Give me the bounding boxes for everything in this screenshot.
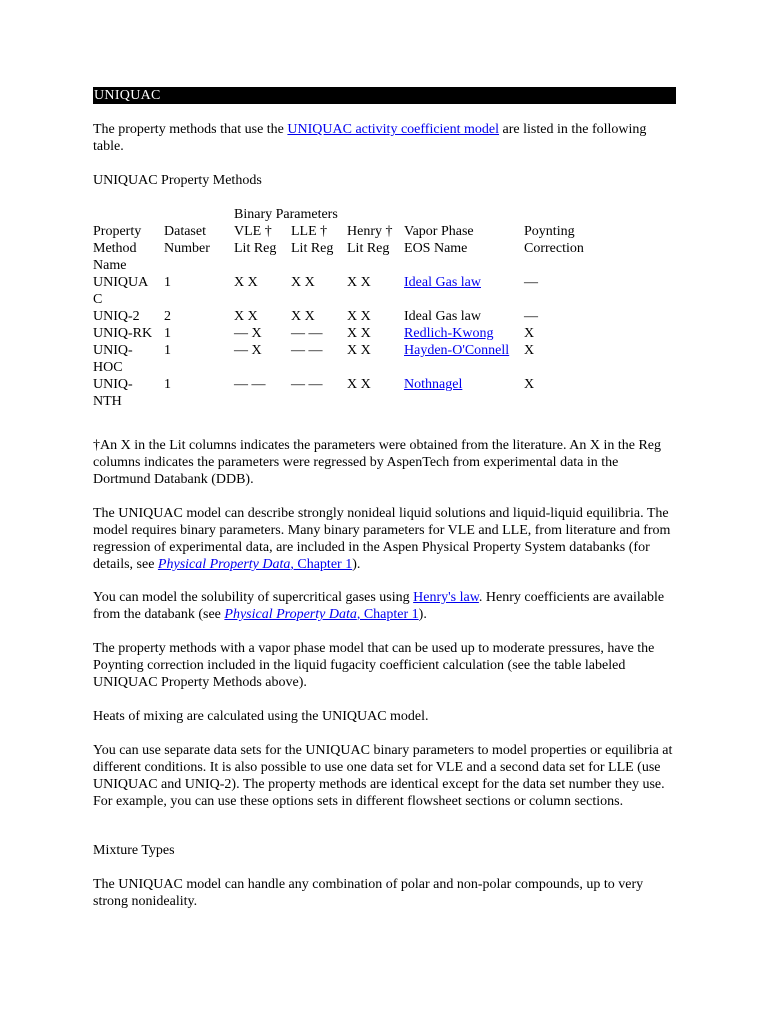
table-row bbox=[93, 325, 678, 342]
eos-cell bbox=[404, 274, 524, 308]
henrys-law-link[interactable]: Henry's law bbox=[413, 590, 479, 605]
mixture-types-title: Mixture Types bbox=[93, 843, 175, 858]
method-name-cell: UNIQ- HOC bbox=[93, 343, 133, 375]
column-header: Dataset Number bbox=[164, 224, 210, 256]
eos-cell bbox=[404, 342, 524, 376]
poynting-cell: — bbox=[524, 275, 539, 290]
vle-cell: — X bbox=[234, 326, 262, 341]
datasets-paragraph: You can use separate data sets for the UNIQUAC binary parameters to model properties or equilibria at different conditions. It is also possible to use one data set for VLE and a second data set for LLE (use UNIQUAC and UNIQ-2). The property methods are identical except for the data set number they use. For example, you can use these options sets in different flowsheet sections or column sections. bbox=[93, 743, 673, 809]
henry-cell: X X bbox=[347, 326, 371, 341]
dataset-cell: 1 bbox=[164, 275, 171, 290]
uniquac-model-link[interactable]: UNIQUAC activity coefficient model bbox=[287, 122, 500, 137]
model-paragraph: The UNIQUAC model can describe strongly nonideal liquid solutions and liquid-liquid equilibria. The model requires binary parameters. Many binary parameters for VLE and LLE, from literature and from regression of experimental data, are included in the Aspen Physical Property System databanks (for details, see Physical Property Data, Chapter 1). bbox=[93, 506, 671, 572]
footnote: †An X in the Lit columns indicates the parameters were obtained from the literature. An X in the Reg columns indicates the parameters were regressed by AspenTech from experimental data in the Dortmund Databank (DDB). bbox=[93, 438, 661, 487]
table-row bbox=[93, 308, 678, 325]
dataset-cell: 1 bbox=[164, 343, 171, 358]
eos-cell bbox=[404, 376, 524, 410]
table-row bbox=[93, 274, 678, 308]
eos-link[interactable]: Hayden-O'Connell bbox=[404, 343, 510, 358]
physical-property-data-link-2[interactable]: Physical Property Data, Chapter 1 bbox=[224, 607, 419, 622]
dataset-cell: 1 bbox=[164, 326, 171, 341]
poynting-cell: X bbox=[524, 343, 535, 358]
method-name-cell: UNIQ- NTH bbox=[93, 377, 133, 409]
mixture-paragraph: The UNIQUAC model can handle any combination of polar and non-polar compounds, up to very strong nonideality. bbox=[93, 877, 644, 909]
column-header: LLE † Lit Reg bbox=[291, 224, 334, 256]
henry-cell: X X bbox=[347, 377, 371, 392]
eos-link[interactable]: Nothnagel bbox=[404, 377, 463, 392]
dataset-cell: 1 bbox=[164, 377, 171, 392]
property-methods-table bbox=[93, 206, 678, 410]
lle-cell: X X bbox=[291, 275, 315, 290]
table-row bbox=[93, 376, 678, 410]
method-name-cell: UNIQ-2 bbox=[93, 309, 140, 324]
column-header: VLE † Lit Reg bbox=[234, 224, 277, 256]
henry-cell: X X bbox=[347, 309, 371, 324]
method-name-cell: UNIQ-RK bbox=[93, 326, 153, 341]
physical-property-data-link[interactable]: Physical Property Data, Chapter 1 bbox=[157, 557, 353, 572]
intro-paragraph: The property methods that use the UNIQUAC activity coefficient model are listed in the following table. bbox=[93, 122, 647, 154]
poynting-paragraph: The property methods with a vapor phase model that can be used up to moderate pressures, have the Poynting correction included in the liquid fugacity coefficient calculation (see the table labeled UNIQUAC Property Methods above). bbox=[93, 641, 655, 690]
eos-link[interactable]: Ideal Gas law bbox=[404, 275, 481, 290]
dataset-cell: 2 bbox=[164, 309, 171, 324]
document-page bbox=[93, 87, 678, 909]
lle-cell: — — bbox=[291, 326, 323, 341]
poynting-cell: X bbox=[524, 326, 535, 341]
eos-cell bbox=[404, 325, 524, 342]
poynting-cell: — bbox=[524, 309, 539, 324]
table-title: UNIQUAC Property Methods bbox=[93, 173, 262, 188]
vle-cell: X X bbox=[234, 275, 258, 290]
column-header: Property Method Name bbox=[93, 224, 142, 273]
lle-cell: — — bbox=[291, 343, 323, 358]
henry-cell: X X bbox=[347, 343, 371, 358]
method-name-cell: UNIQUA C bbox=[93, 275, 149, 307]
vle-cell: — — bbox=[234, 377, 266, 392]
table-row bbox=[93, 342, 678, 376]
vle-cell: X X bbox=[234, 309, 258, 324]
henry-cell: X X bbox=[347, 275, 371, 290]
lle-cell: X X bbox=[291, 309, 315, 324]
eos-link[interactable]: Redlich-Kwong bbox=[404, 326, 494, 341]
eos-cell: Ideal Gas law bbox=[404, 309, 481, 324]
poynting-cell: X bbox=[524, 377, 535, 392]
lle-cell: — — bbox=[291, 377, 323, 392]
table-header-row bbox=[93, 223, 678, 274]
column-header: Poynting Correction bbox=[524, 224, 584, 256]
section-title: UNIQUAC bbox=[93, 87, 676, 104]
column-header: Vapor Phase EOS Name bbox=[404, 224, 474, 256]
vle-cell: — X bbox=[234, 343, 262, 358]
heats-paragraph: Heats of mixing are calculated using the UNIQUAC model. bbox=[93, 709, 429, 724]
binary-parameters-header: Binary Parameters bbox=[234, 207, 338, 222]
henry-paragraph: You can model the solubility of supercritical gases using Henry's law. Henry coefficients are available from the databank (see Physical Property Data, Chapter 1). bbox=[93, 590, 665, 622]
column-header: Henry † Lit Reg bbox=[347, 224, 393, 256]
